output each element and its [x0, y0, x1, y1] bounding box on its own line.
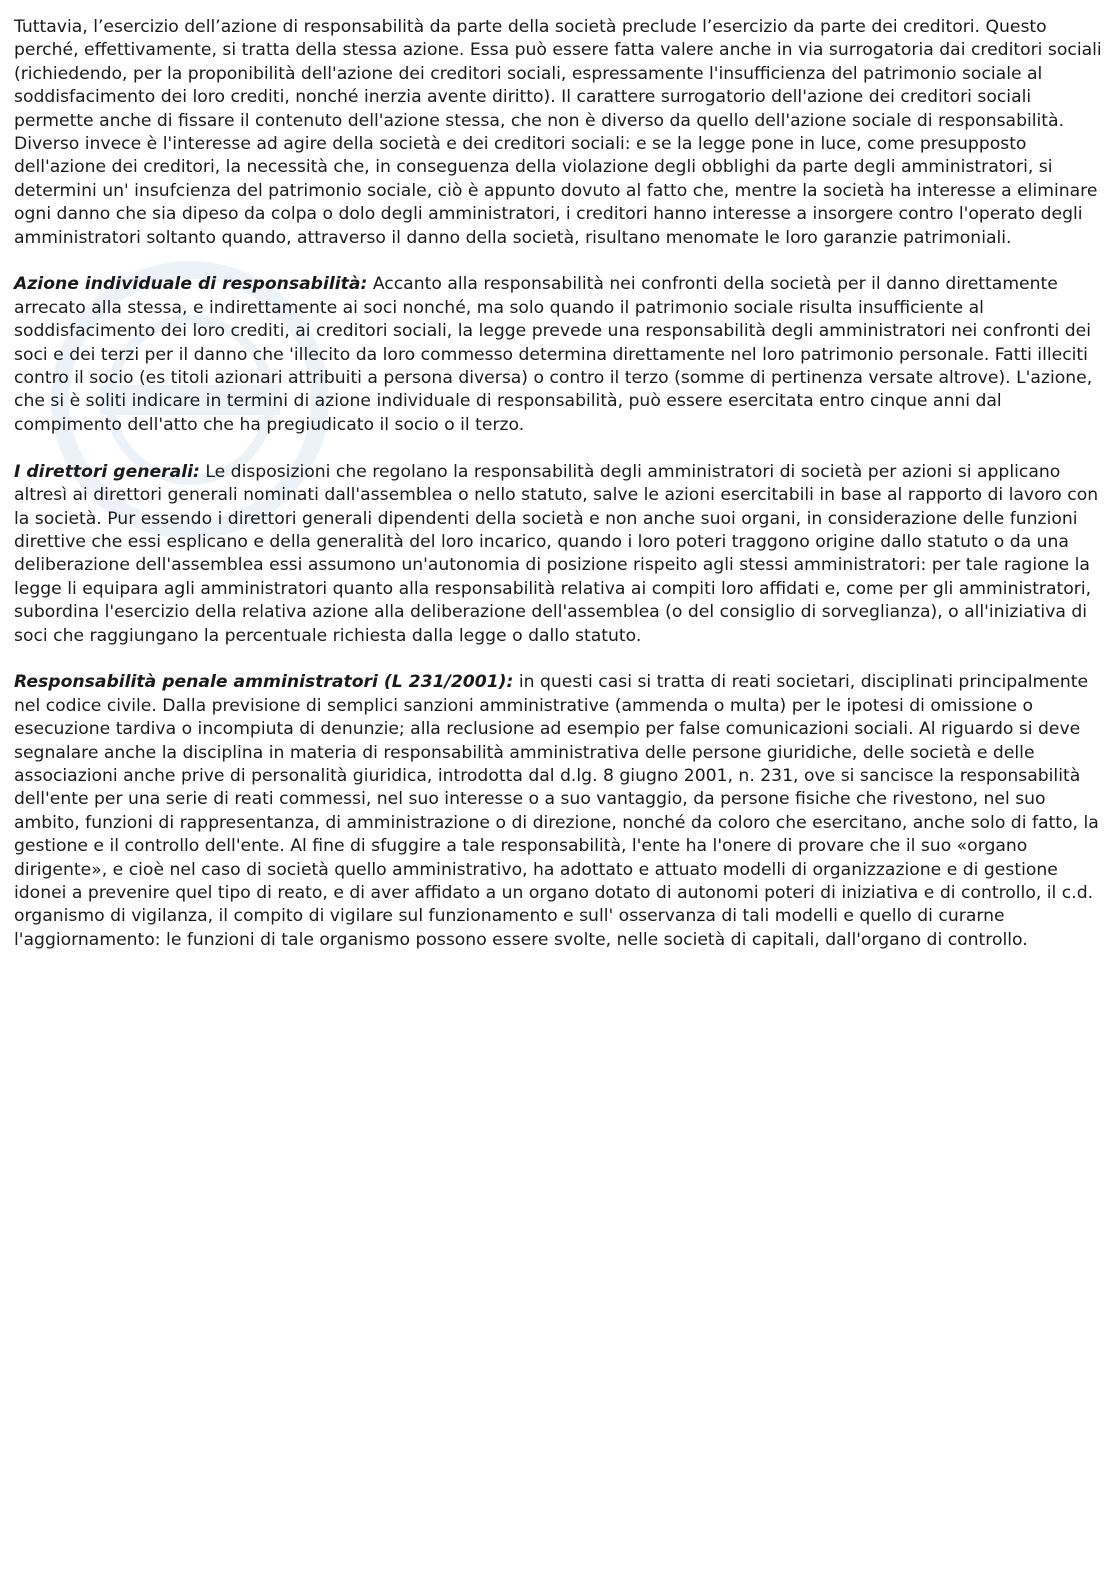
paragraph-direttori-generali [14, 461, 1102, 648]
document-body [14, 16, 1102, 976]
paragraph-text: Tuttavia, l’esercizio dell’azione di responsabilità da parte della società preclude l’esercizio da parte dei creditori. Questo perché, effettivamente, si tratta della stessa azione. Essa può essere fatta valere anche in via surrogatoria dai creditori sociali (richiedendo, per la proponibilità dell'azione dei creditori sociali, espressamente l'insufficienza del patrimonio sociale al soddisfacimento dei loro crediti, nonché inerzia avente diritto). Il carattere surrogatorio dell'azione dei creditori sociali permette anche di fissare il contenuto dell'azione stessa, che non è diverso da quello dell'azione sociale di responsabilità. Diverso invece è l'interesse ad agire della società e dei creditori sociali: e se la legge pone in luce, come presupposto dell'azione dei creditori, la necessità che, in conseguenza della violazione degli obblighi da parte degli amministratori, si determini un' insufcienza del patrimonio sociale, ciò è appunto dovuto al fatto che, mentre la società ha interesse a eliminare ogni danno che sia dipeso da colpa o dolo degli amministratori, i creditori hanno interesse a insorgere contro l'operato degli amministratori soltanto quando, attraverso il danno della società, risultano menomate le loro garanzie patrimoniali. [14, 17, 1102, 248]
paragraph-text: Accanto alla responsabilità nei confronti della società per il danno direttamente arrecato alla stessa, e indirettamente ai soci nonché, ma solo quando il patrimonio sociale risulta insufficiente al soddisfacimento dei loro crediti, ai creditori sociali, la legge prevede una responsabilità degli amministratori nei confronti dei soci e dei terzi per il danno che 'illecito da loro commesso determina direttamente nel loro patrimonio personale. Fatti illeciti contro il socio (es titoli azionari attribuiti a persona diversa) o contro il terzo (somme di pertinenza versate altrove). L'azione, che si è soliti indicare in termini di azione individuale di responsabilità, può essere esercitata entro cinque anni dal compimento dell'atto che ha pregiudicato il socio o il terzo. [14, 274, 1093, 435]
paragraph-azione-individuale [14, 273, 1102, 437]
paragraph-text: in questi casi si tratta di reati societari, disciplinati principalmente nel codice civile. Dalla previsione di semplici sanzioni amministrative (ammenda o multa) per le ipotesi di omissione o esecuzione tardiva o incompiuta di denunzie; alla reclusione ad esempio per false comunicazioni sociali. Al riguardo si deve segnalare anche la disciplina in materia di responsabilità amministrativa delle persone giuridiche, delle società e delle associazioni anche prive di personalità giuridica, introdotta dal d.lg. 8 giugno 2001, n. 231, ove si sancisce la responsabilità dell'ente per una serie di reati commessi, nel suo interesse o a suo vantaggio, da persone fisiche che rivestono, nel suo ambito, funzioni di rappresentanza, di amministrazione o di direzione, nonché da coloro che esercitano, anche solo di fatto, la gestione e il controllo dell'ente. Al fine di sfuggire a tale responsabilità, l'ente ha l'onere di provare che il suo «organo dirigente», e cioè nel caso di società quello amministrativo, ha adottato e attuato modelli di organizzazione e di gestione idonei a prevenire quel tipo di reato, e di aver affidato a un organo dotato di autonomi poteri di iniziativa e di controllo, il c.d. organismo di vigilanza, il compito di vigilare sul funzionamento e sull' osservanza di tali modelli e quello di curarne l'aggiornamento: le funzioni di tale organismo possono essere svolte, nelle società di capitali, dall'organo di controllo. [14, 672, 1099, 950]
paragraph-responsabilita-penale [14, 671, 1102, 952]
paragraph-text: Le disposizioni che regolano la responsabilità degli amministratori di società per azioni si applicano altresì ai direttori generali nominati dall'assemblea o nello statuto, salve le azioni esercitabili in base al rapporto di lavoro con la società. Pur essendo i direttori generali dipendenti della società e non anche suoi organi, in considerazione delle funzioni direttive che essi esplicano e della generalità del loro incarico, quando i loro poteri traggono origine dallo statuto o da una deliberazione dell'assemblea essi assumono un'autonomia di posizione rispeito agli stessi amministratori: per tale ragione la legge li equipara agli amministratori quanto alla responsabilità relativa ai compiti loro affidati e, come per gli amministratori, subordina l'esercizio della relativa azione alla deliberazione dell'assemblea (o del consiglio di sorveglianza), o all'iniziativa di soci che raggiungano la percentuale richiesta dalla legge o dallo statuto. [14, 461, 1099, 646]
paragraph-creditori-sociali [14, 16, 1102, 250]
section-heading: Responsabilità penale amministratori (L 231/2001): [14, 672, 514, 693]
section-heading: I direttori generali: [14, 461, 200, 482]
section-heading: Azione individuale di responsabilità: [14, 274, 368, 295]
